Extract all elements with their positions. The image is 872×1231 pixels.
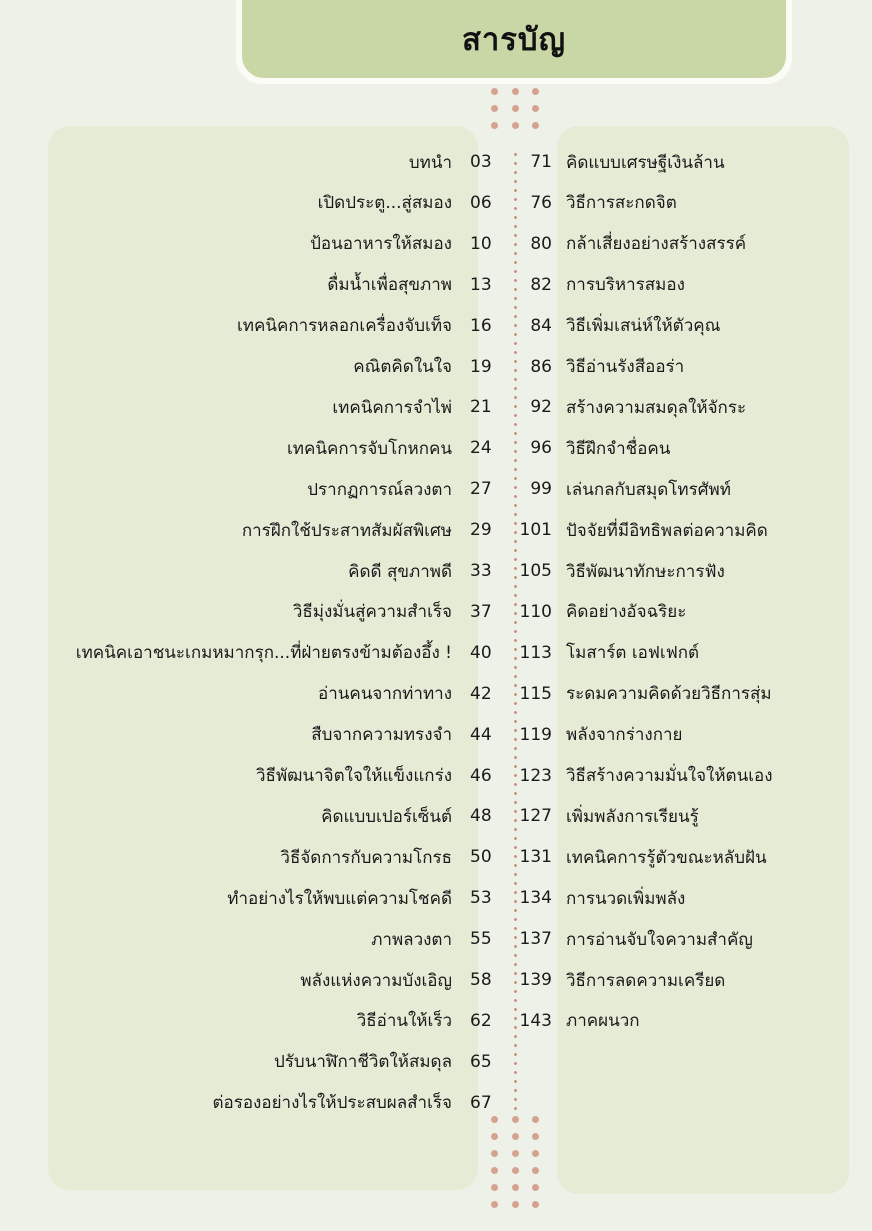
toc-entry-title: วิธีอ่านรังสีออร่า xyxy=(566,357,685,377)
toc-entry[interactable] xyxy=(516,518,856,542)
toc-entry-title: วิธีจัดการกับความโกรธ xyxy=(280,847,452,868)
toc-entry-page: 10 xyxy=(470,233,492,254)
toc-entry[interactable] xyxy=(60,804,508,828)
bottom-dots-center xyxy=(512,1116,519,1208)
toc-entry-title: ปรับนาฬิกาชีวิตให้สมดุล xyxy=(273,1052,452,1073)
toc-entry-title: ดื่มน้ำเพื่อสุขภาพ xyxy=(327,275,452,296)
toc-entry-title: การฝึกใช้ประสาทสัมผัสพิเศษ xyxy=(241,520,452,541)
toc-entry-title: วิธีพัฒนาจิตใจให้แข็งแกร่ง xyxy=(256,766,452,786)
toc-entry-page: 96 xyxy=(530,438,552,459)
toc-entry[interactable] xyxy=(60,355,508,379)
toc-entry-page: 71 xyxy=(530,152,552,172)
toc-entry-title: สร้างความสมดุลให้จักระ xyxy=(566,397,747,418)
toc-entry-page: 134 xyxy=(519,888,552,909)
toc-entry-page: 127 xyxy=(519,806,552,827)
toc-entry[interactable] xyxy=(60,723,508,747)
toc-entry-title: โมสาร์ต เอฟเฟกต์ xyxy=(566,643,700,664)
toc-entry-title: การนวดเพิ่มพลัง xyxy=(566,888,686,909)
toc-entry-page: 46 xyxy=(470,765,492,786)
toc-entry-title: เปิดประตู...สู่สมอง xyxy=(317,193,452,214)
toc-entry[interactable] xyxy=(60,150,508,174)
toc-entry-title: คิดอย่างอัจฉริยะ xyxy=(566,602,687,623)
toc-entry-page: 99 xyxy=(530,479,552,500)
toc-entry[interactable] xyxy=(516,927,856,951)
top-dots-right xyxy=(532,88,539,129)
toc-entry-page: 16 xyxy=(470,315,492,336)
toc-entry-page: 44 xyxy=(470,724,492,745)
toc-entry-title: วิธีฝึกจำชื่อคน xyxy=(566,438,671,459)
toc-entry[interactable] xyxy=(60,927,508,951)
toc-entry-page: 115 xyxy=(519,683,552,704)
toc-entry-title: วิธีการลดความเครียด xyxy=(566,970,726,991)
toc-entry-page: 06 xyxy=(470,192,492,213)
page-title: สารบัญ xyxy=(461,22,567,58)
toc-entry[interactable] xyxy=(516,804,856,828)
toc-entry-page: 62 xyxy=(470,1010,492,1031)
toc-entry-page: 53 xyxy=(470,888,492,909)
toc-entry[interactable] xyxy=(60,436,508,460)
toc-entry-page: 50 xyxy=(470,847,492,868)
toc-entry-page: 21 xyxy=(470,397,492,418)
toc-entry[interactable] xyxy=(60,314,508,338)
toc-entry-title: ทำอย่างไรให้พบแต่ความโชคดี xyxy=(227,888,452,909)
toc-entry[interactable] xyxy=(516,436,856,460)
toc-entry-title: สืบจากความทรงจำ xyxy=(311,725,452,746)
toc-entry-title: ระดมความคิดด้วยวิธีการสุ่ม xyxy=(566,684,772,705)
toc-entry-page: 29 xyxy=(470,520,492,541)
toc-entry[interactable] xyxy=(516,355,856,379)
toc-entry-title: พลังจากร่างกาย xyxy=(566,725,683,746)
toc-entry-title: อ่านคนจากท่าทาง xyxy=(318,684,452,705)
toc-entry[interactable] xyxy=(516,886,856,910)
toc-entry-title: บทนำ xyxy=(408,152,452,173)
toc-entry-title: เทคนิคการจับโกหกคน xyxy=(286,438,452,459)
toc-entry-title: ปรากฏการณ์ลวงตา xyxy=(307,479,452,500)
toc-entry-page: 105 xyxy=(519,561,552,581)
toc-entry[interactable] xyxy=(60,764,508,788)
toc-entry-title: กล้าเสี่ยงอย่างสร้างสรรค์ xyxy=(566,234,747,255)
toc-entry[interactable] xyxy=(60,232,508,256)
toc-entry[interactable] xyxy=(516,1009,856,1033)
toc-entry-page: 67 xyxy=(470,1092,492,1113)
toc-entry[interactable] xyxy=(516,968,856,992)
toc-entry[interactable] xyxy=(516,723,856,747)
toc-entry[interactable] xyxy=(516,273,856,297)
toc-entry-title: วิธีสร้างความมั่นใจให้ตนเอง xyxy=(566,766,773,786)
toc-entry-page: 19 xyxy=(470,356,492,377)
toc-entry-title: คณิตคิดในใจ xyxy=(353,357,452,377)
toc-entry[interactable] xyxy=(60,273,508,297)
toc-entry[interactable] xyxy=(60,395,508,419)
toc-entry[interactable] xyxy=(516,395,856,419)
toc-entry-title: เทคนิคการจำไพ่ xyxy=(332,397,452,418)
toc-entry[interactable] xyxy=(60,191,508,215)
toc-entry[interactable] xyxy=(516,641,856,665)
toc-entry-title: วิธีมุ่งมั่นสู่ความสำเร็จ xyxy=(292,602,452,623)
toc-entry-title: คิดดี สุขภาพดี xyxy=(348,561,452,582)
toc-entry-page: 48 xyxy=(470,806,492,827)
toc-entry-page: 101 xyxy=(519,520,552,541)
toc-entry-title: ป้อนอาหารให้สมอง xyxy=(310,234,452,255)
toc-entry-page: 37 xyxy=(470,601,492,622)
toc-entry-page: 33 xyxy=(470,561,492,581)
header-banner xyxy=(242,0,786,78)
toc-entry-page: 40 xyxy=(470,642,492,663)
toc-entry[interactable] xyxy=(60,1009,508,1033)
toc-entry-title: วิธีการสะกดจิต xyxy=(566,193,677,214)
bottom-dots-right xyxy=(532,1116,539,1208)
toc-entry-page: 92 xyxy=(530,397,552,418)
toc-entry-page: 82 xyxy=(530,274,552,295)
toc-entry[interactable] xyxy=(516,477,856,501)
bottom-dots-left xyxy=(491,1116,498,1208)
toc-entry-title: ปัจจัยที่มีอิทธิพลต่อความคิด xyxy=(566,520,768,541)
toc-entry[interactable] xyxy=(60,845,508,869)
toc-entry[interactable] xyxy=(516,600,856,624)
toc-entry-title: ภาคผนวก xyxy=(566,1011,640,1032)
toc-entry-page: 13 xyxy=(470,274,492,295)
toc-entry-page: 55 xyxy=(470,929,492,950)
toc-entry-title: คิดแบบเปอร์เซ็นต์ xyxy=(321,806,452,827)
toc-entry-page: 113 xyxy=(519,642,552,663)
toc-entry[interactable] xyxy=(60,641,508,665)
toc-entry-title: คิดแบบเศรษฐีเงินล้าน xyxy=(566,152,725,173)
toc-entry[interactable] xyxy=(516,764,856,788)
toc-entry[interactable] xyxy=(516,150,856,174)
toc-entry-title: การอ่านจับใจความสำคัญ xyxy=(566,929,753,950)
toc-entry-title: เล่นกลกับสมุดโทรศัพท์ xyxy=(566,479,731,500)
toc-entry-page: 84 xyxy=(530,315,552,336)
toc-entry-page: 119 xyxy=(519,724,552,745)
toc-entry-title: เพิ่มพลังการเรียนรู้ xyxy=(566,806,699,827)
toc-entry-title: วิธีพัฒนาทักษะการฟัง xyxy=(566,561,725,582)
toc-entry[interactable] xyxy=(60,968,508,992)
toc-entry-title: ต่อรองอย่างไรให้ประสบผลสำเร็จ xyxy=(212,1093,452,1114)
header-tab xyxy=(236,0,792,84)
toc-entry[interactable] xyxy=(516,314,856,338)
toc-entry-page: 24 xyxy=(470,438,492,459)
toc-entry-title: พลังแห่งความบังเอิญ xyxy=(300,970,452,991)
toc-entry[interactable] xyxy=(516,682,856,706)
toc-entry-page: 86 xyxy=(530,356,552,377)
toc-entry[interactable] xyxy=(60,886,508,910)
toc-entry[interactable] xyxy=(60,559,508,583)
toc-entry-page: 27 xyxy=(470,479,492,500)
toc-entry[interactable] xyxy=(516,232,856,256)
toc-entry[interactable] xyxy=(60,1050,508,1074)
toc-entry-title: วิธีอ่านให้เร็ว xyxy=(356,1011,452,1032)
toc-entry-title: เทคนิคเอาชนะเกมหมากรุก...ที่ฝ่ายตรงข้ามต้องอึ้ง ! xyxy=(75,643,452,664)
toc-entry-page: 143 xyxy=(519,1010,552,1031)
toc-entry-title: การบริหารสมอง xyxy=(566,275,685,296)
toc-entry[interactable] xyxy=(516,845,856,869)
toc-entry[interactable] xyxy=(516,559,856,583)
toc-entry-page: 131 xyxy=(519,847,552,868)
toc-entry-title: เทคนิคการหลอกเครื่องจับเท็จ xyxy=(236,316,452,337)
toc-entry-page: 03 xyxy=(470,152,492,172)
toc-entry[interactable] xyxy=(516,191,856,215)
toc-entry[interactable] xyxy=(60,682,508,706)
top-dots-center xyxy=(512,88,519,129)
toc-entry-page: 110 xyxy=(519,601,552,622)
toc-entry-page: 123 xyxy=(519,765,552,786)
toc-entry-page: 139 xyxy=(519,970,552,990)
toc-entry[interactable] xyxy=(60,477,508,501)
toc-entry[interactable] xyxy=(60,518,508,542)
toc-entry-title: เทคนิคการรู้ตัวขณะหลับฝัน xyxy=(566,847,767,868)
toc-entry-page: 80 xyxy=(530,233,552,254)
toc-entry-page: 76 xyxy=(530,192,552,213)
toc-entry-title: ภาพลวงตา xyxy=(371,929,452,950)
toc-entry-page: 42 xyxy=(470,683,492,704)
toc-entry-title: วิธีเพิ่มเสน่ห์ให้ตัวคุณ xyxy=(566,316,721,337)
toc-entry-page: 65 xyxy=(470,1051,492,1072)
toc-entry[interactable] xyxy=(60,1091,508,1115)
toc-entry[interactable] xyxy=(60,600,508,624)
toc-entry-page: 58 xyxy=(470,970,492,990)
top-dots-left xyxy=(491,88,498,129)
toc-entry-page: 137 xyxy=(519,929,552,950)
